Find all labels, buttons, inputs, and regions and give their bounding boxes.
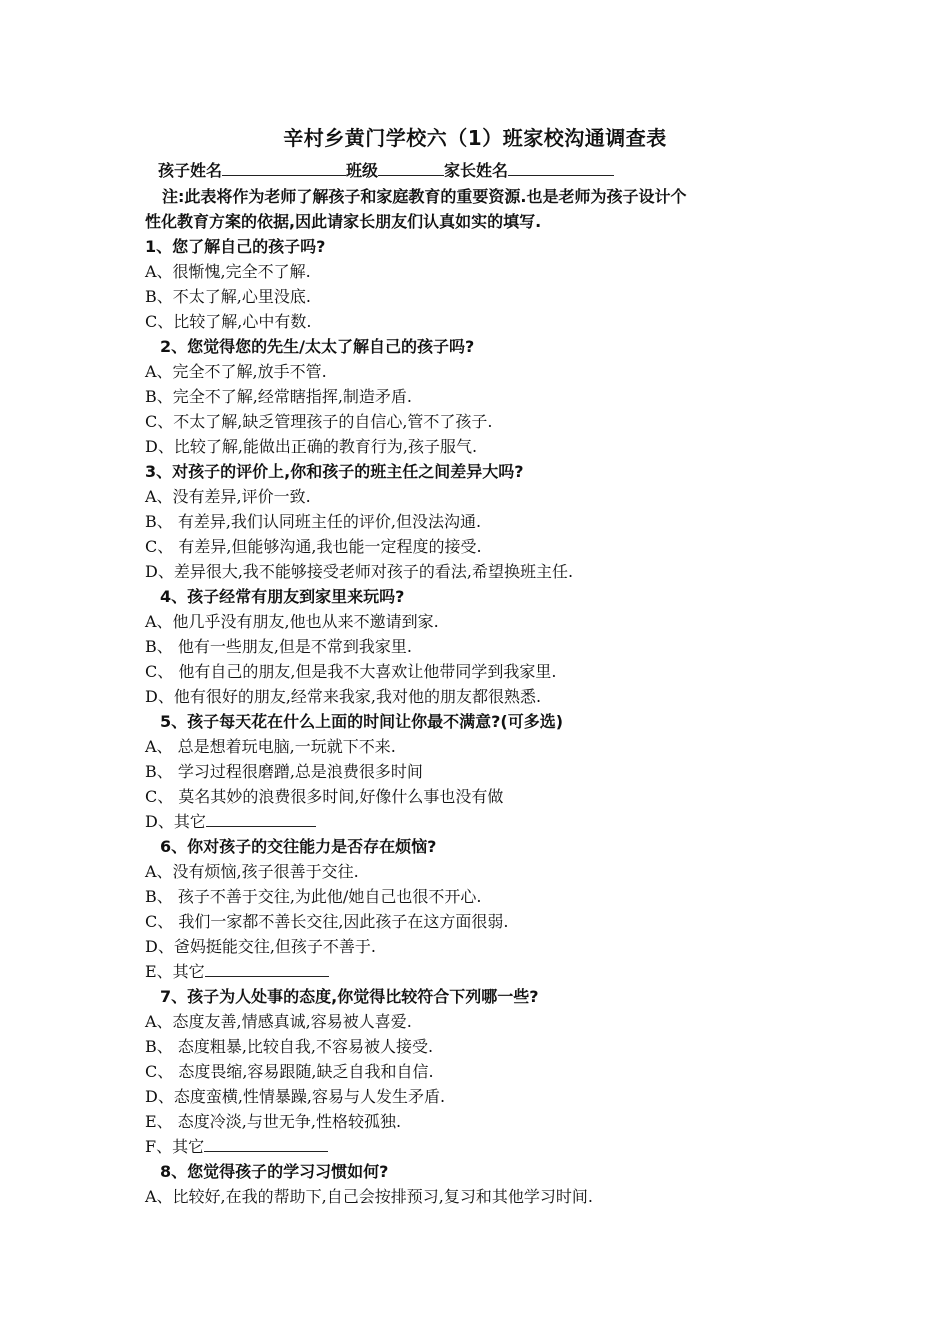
option-label: D、其它 [145,812,206,831]
option: A、没有差异,评价一致. [145,487,311,506]
option: C、比较了解,心中有数. [145,312,312,331]
question-6: 6、你对孩子的交往能力是否存在烦恼? [160,837,437,856]
other-answer-field[interactable] [206,811,316,827]
option: C、 有差异,但能够沟通,我也能一定程度的接受. [145,537,482,556]
question-8: 8、您觉得孩子的学习习惯如何? [160,1162,389,1181]
parent-name-label: 家长姓名 [444,161,509,180]
other-answer-field[interactable] [204,1136,328,1152]
question-3: 3、对孩子的评价上,你和孩子的班主任之间差异大吗? [145,462,524,481]
class-label: 班级 [346,161,379,180]
option: D、态度蛮横,性情暴躁,容易与人发生矛盾. [145,1087,446,1106]
option: D、爸妈挺能交往,但孩子不善于. [145,937,377,956]
option: B、 学习过程很磨蹭,总是浪费很多时间 [145,762,423,781]
option-other [145,961,329,983]
note-line-2: 性化教育方案的依据,因此请家长朋友们认真如实的填写. [145,212,542,231]
child-name-label: 孩子姓名 [158,161,223,180]
option: A、态度友善,情感真诚,容易被人喜爱. [145,1012,412,1031]
option: E、 态度冷淡,与世无争,性格较孤独. [145,1112,402,1131]
option: D、差异很大,我不能够接受老师对孩子的看法,希望换班主任. [145,562,574,581]
header-fields [158,160,614,182]
option-other [145,811,316,833]
option: B、完全不了解,经常瞎指挥,制造矛盾. [145,387,413,406]
option: C、不太了解,缺乏管理孩子的自信心,管不了孩子. [145,412,493,431]
option: C、 莫名其妙的浪费很多时间,好像什么事也没有做 [145,787,504,806]
option: A、比较好,在我的帮助下,自己会按排预习,复习和其他学习时间. [145,1187,593,1206]
question-1: 1、您了解自己的孩子吗? [145,237,326,256]
option: B、 他有一些朋友,但是不常到我家里. [145,637,413,656]
option: B、不太了解,心里没底. [145,287,311,306]
option-label: E、其它 [145,962,205,981]
question-4: 4、孩子经常有朋友到家里来玩吗? [160,587,405,606]
class-field[interactable] [378,160,444,176]
child-name-field[interactable] [222,160,346,176]
question-5: 5、孩子每天花在什么上面的时间让你最不满意?(可多选) [160,712,564,731]
option-label: F、其它 [145,1137,205,1156]
option: C、 态度畏缩,容易跟随,缺乏自我和自信. [145,1062,434,1081]
option: A、 总是想着玩电脑,一玩就下不来. [145,737,396,756]
option: D、比较了解,能做出正确的教育行为,孩子服气. [145,437,478,456]
option: A、很惭愧,完全不了解. [145,262,311,281]
note-line-1: 注:此表将作为老师了解孩子和家庭教育的重要资源.也是老师为孩子设计个 [162,187,687,206]
option: C、 我们一家都不善长交往,因此孩子在这方面很弱. [145,912,509,931]
page-title: 辛村乡黄门学校六（1）班家校沟通调查表 [283,126,667,150]
question-2: 2、您觉得您的先生/太太了解自己的孩子吗? [160,337,475,356]
question-7: 7、孩子为人处事的态度,你觉得比较符合下列哪一些? [160,987,539,1006]
option-other [145,1136,328,1158]
other-answer-field[interactable] [205,961,329,977]
option: C、 他有自己的朋友,但是我不大喜欢让他带同学到我家里. [145,662,557,681]
parent-name-field[interactable] [508,160,614,176]
option: D、他有很好的朋友,经常来我家,我对他的朋友都很熟悉. [145,687,542,706]
option: B、 孩子不善于交往,为此他/她自己也很不开心. [145,887,482,906]
option: A、没有烦恼,孩子很善于交往. [145,862,359,881]
option: B、 态度粗暴,比较自我,不容易被人接受. [145,1037,434,1056]
option: A、完全不了解,放手不管. [145,362,327,381]
option: B、 有差异,我们认同班主任的评价,但没法沟通. [145,512,482,531]
option: A、他几乎没有朋友,他也从来不邀请到家. [145,612,439,631]
